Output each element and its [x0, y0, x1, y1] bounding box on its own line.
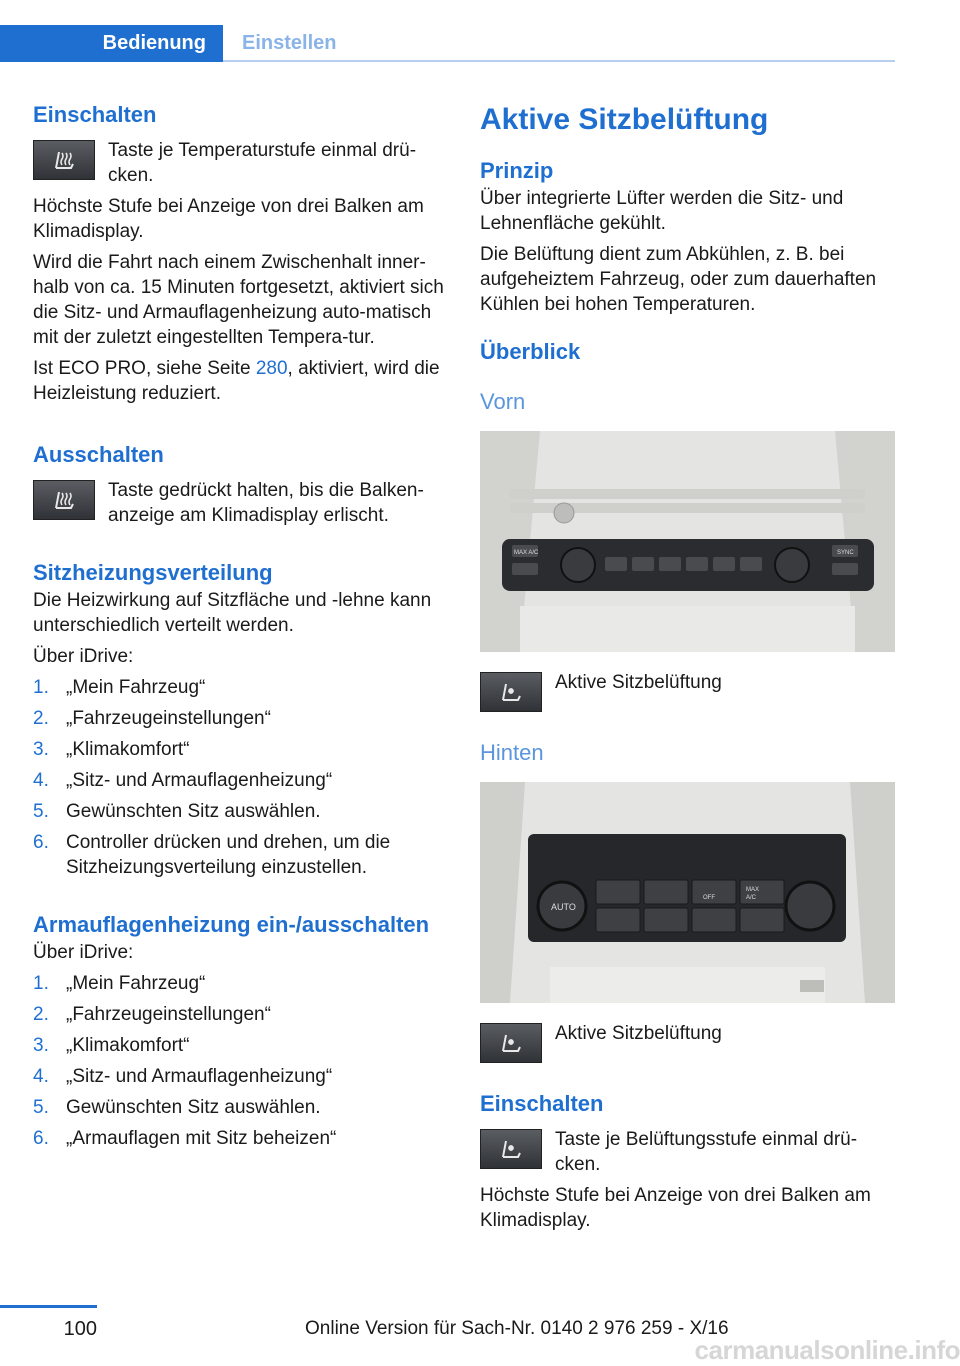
- list-text: „Mein Fahrzeug“: [66, 677, 206, 698]
- rear-panel-illustration: [480, 782, 895, 1003]
- heading-armauflagenheizung: Armauflagenheizung ein-/ausschalten: [33, 912, 430, 937]
- heading-hinten: Hinten: [480, 740, 544, 765]
- page-link-280[interactable]: 280: [255, 358, 288, 379]
- heading-aktive-sitzbelueftung: Aktive Sitzbelüftung: [480, 103, 769, 136]
- list-text: „Klimakomfort“: [66, 739, 190, 760]
- seat-heating-icon: [33, 480, 95, 520]
- list-item: [33, 830, 453, 880]
- paragraph-hoechste-stufe-belueftung: Höchste Stufe bei Anzeige von drei Balken am Klimadisplay.: [480, 1185, 871, 1231]
- list-text: Gewünschten Sitz auswählen.: [66, 801, 321, 822]
- list-text: „Fahrzeugeinstellungen“: [66, 708, 271, 729]
- list-number: 6.: [33, 832, 49, 853]
- list-text: „Klimakomfort“: [66, 1035, 190, 1056]
- list-item: [33, 971, 453, 996]
- paragraph-zwischenhalt: Wird die Fahrt nach einem Zwischenhalt inner-halb von ca. 15 Minuten fortgesetzt, aktiviert sich die Sitz- und Armauflagenheizung auto-matisch mit der zuletzt eingestellten Tempera-tur.: [33, 252, 444, 348]
- list-item: [33, 1033, 453, 1058]
- list-item: [33, 1002, 453, 1027]
- heading-prinzip: Prinzip: [480, 158, 554, 183]
- list-number: 1.: [33, 677, 49, 698]
- online-version-text: Online Version für Sach-Nr. 0140 2 976 259 - X/16: [305, 1318, 729, 1339]
- paragraph-eco-pro: [33, 356, 453, 406]
- seat-ventilation-icon: [480, 672, 542, 712]
- rear-climate-panel-image: [480, 782, 895, 1003]
- header-tabs: [0, 25, 895, 62]
- front-sync-label: SYNC: [837, 550, 854, 556]
- list-number: 2.: [33, 708, 49, 729]
- watermark: carmanualsonline.info: [694, 1335, 960, 1365]
- list-item: [33, 768, 453, 793]
- eco-pro-text-pre: Ist ECO PRO, siehe Seite: [33, 358, 256, 379]
- seat-heating-glyph: [50, 147, 78, 173]
- vorn-caption: Aktive Sitzbelüftung: [555, 672, 722, 693]
- list-item: [33, 799, 453, 824]
- list-item: [33, 1126, 453, 1151]
- list-number: 2.: [33, 1004, 49, 1025]
- seat-ventilation-glyph: [497, 1136, 525, 1162]
- rear-off-label: OFF: [703, 895, 715, 901]
- list-number: 4.: [33, 1066, 49, 1087]
- list-text: „Fahrzeugeinstellungen“: [66, 1004, 271, 1025]
- list-number: 1.: [33, 973, 49, 994]
- idrive-label-1: Über iDrive:: [33, 646, 134, 667]
- ausschalten-text: Taste gedrückt halten, bis die Balken-anzeige am Klimadisplay erlischt.: [108, 480, 424, 526]
- front-climate-panel-image: [480, 431, 895, 652]
- tab-divider-line: [223, 60, 895, 62]
- idrive-label-2: Über iDrive:: [33, 942, 134, 963]
- list-item: [33, 675, 453, 700]
- seat-ventilation-glyph: [497, 679, 525, 705]
- list-item: [33, 1095, 453, 1120]
- list-number: 6.: [33, 1128, 49, 1149]
- tab-einstellen[interactable]: Einstellen: [242, 32, 337, 54]
- list-text: „Mein Fahrzeug“: [66, 973, 206, 994]
- list-number: 4.: [33, 770, 49, 791]
- paragraph-prinzip-1: Über integrierte Lüfter werden die Sitz- und Lehnenfläche gekühlt.: [480, 188, 844, 234]
- list-text: Gewünschten Sitz auswählen.: [66, 1097, 321, 1118]
- hinten-caption-row: [480, 1021, 896, 1063]
- list-item: [33, 1064, 453, 1089]
- list-text: „Sitz- und Armauflagenheizung“: [66, 770, 333, 791]
- rear-ac-label: A/C: [746, 895, 757, 901]
- hinten-caption: Aktive Sitzbelüftung: [555, 1023, 722, 1044]
- paragraph-hoechste-stufe: Höchste Stufe bei Anzeige von drei Balken am Klimadisplay.: [33, 196, 424, 242]
- einschalten-belueftung-text: Taste je Belüftungsstufe einmal drü-cken.: [555, 1129, 858, 1175]
- einschalten-belueftung-row: [480, 1127, 896, 1177]
- paragraph-verteilung: Die Heizwirkung auf Sitzfläche und -lehne kann unterschiedlich verteilt werden.: [33, 590, 432, 636]
- einschalten-row: [33, 138, 453, 188]
- seat-heating-icon: [33, 140, 95, 180]
- paragraph-prinzip-2: Die Belüftung dient zum Abkühlen, z. B. bei aufgeheiztem Fahrzeug, oder zum dauerhaften Kühlen bei hohen Temperaturen.: [480, 244, 877, 315]
- list-text: „Armauflagen mit Sitz beheizen“: [66, 1128, 337, 1149]
- seat-ventilation-icon: [480, 1129, 542, 1169]
- list-text: „Sitz- und Armauflagenheizung“: [66, 1066, 333, 1087]
- list-item: [33, 737, 453, 762]
- steps-list-2: [33, 971, 453, 1151]
- seat-heating-glyph: [50, 487, 78, 513]
- vorn-caption-row: [480, 670, 896, 712]
- list-number: 3.: [33, 1035, 49, 1056]
- ausschalten-row: [33, 478, 453, 528]
- heading-einschalten-belueftung: Einschalten: [480, 1091, 604, 1116]
- list-number: 5.: [33, 1097, 49, 1118]
- heading-ueberblick: Überblick: [480, 339, 581, 364]
- footer-line: [0, 1305, 97, 1308]
- tab-bedienung[interactable]: Bedienung: [0, 25, 223, 62]
- list-text: Controller drücken und drehen, um die Sitzheizungsverteilung einzustellen.: [66, 832, 391, 878]
- list-number: 3.: [33, 739, 49, 760]
- eco-pro-text-post: , aktiviert, wird die Heizleistung reduziert.: [33, 358, 440, 404]
- page-number: 100: [63, 1318, 97, 1340]
- heading-einschalten: Einschalten: [33, 102, 157, 127]
- right-column: [480, 100, 896, 1233]
- rear-auto-label: AUTO: [551, 902, 576, 912]
- heading-vorn: Vorn: [480, 389, 526, 414]
- front-panel-illustration: [480, 431, 895, 652]
- rear-max-label: MAX: [746, 887, 760, 893]
- seat-ventilation-glyph: [497, 1030, 525, 1056]
- seat-ventilation-icon: [480, 1023, 542, 1063]
- steps-list-1: [33, 675, 453, 880]
- front-max-ac-label: MAX A/C: [514, 550, 539, 556]
- einschalten-text: Taste je Temperaturstufe einmal drü-cken.: [108, 140, 417, 186]
- heading-ausschalten: Ausschalten: [33, 442, 164, 467]
- list-item: [33, 706, 453, 731]
- left-column: [33, 100, 453, 1151]
- heading-sitzheizungsverteilung: Sitzheizungsverteilung: [33, 560, 273, 585]
- list-number: 5.: [33, 801, 49, 822]
